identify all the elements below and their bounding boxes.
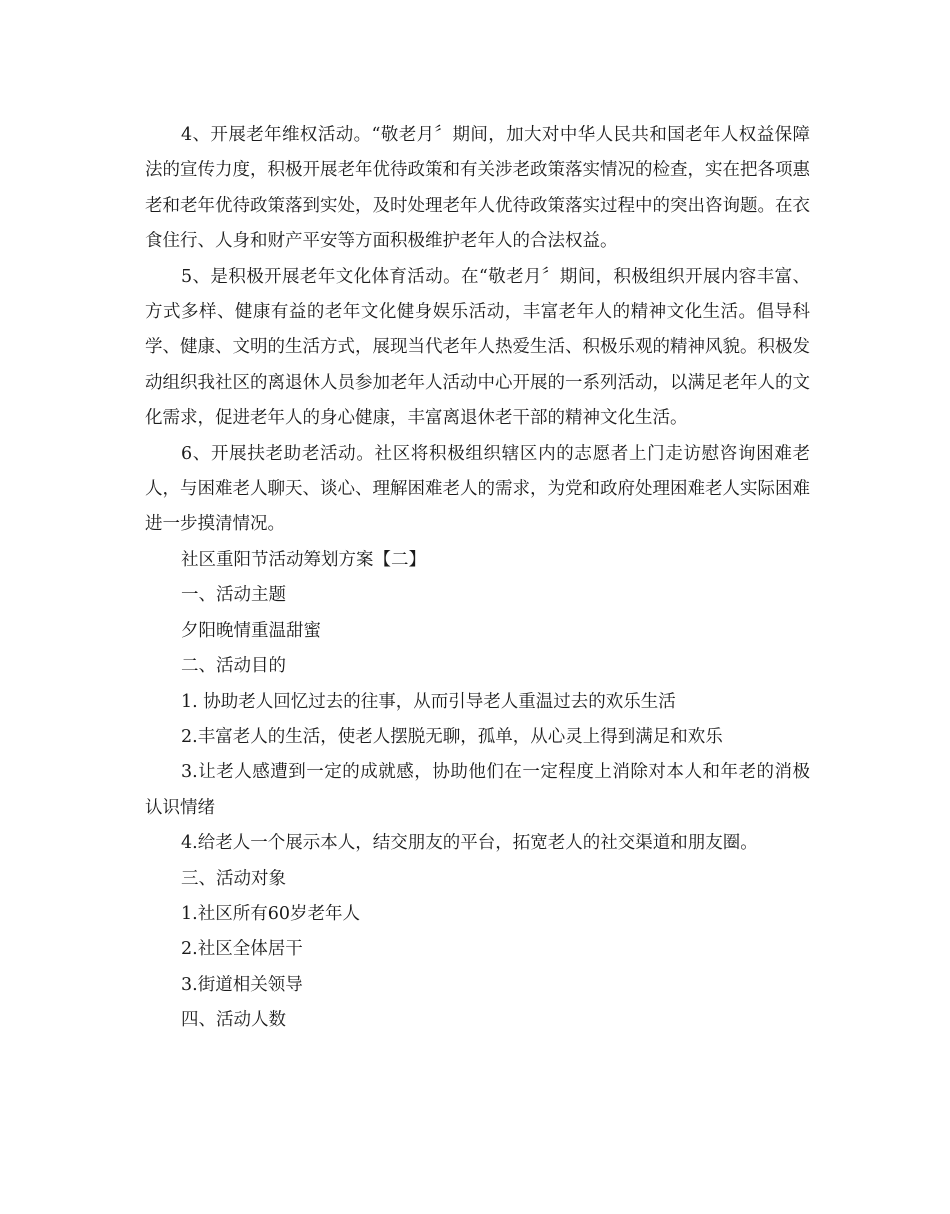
target-item: 1.社区所有60岁老年人 xyxy=(181,903,360,924)
purpose-item: 3.让老人感遭到一定的成就感，协助他们在一定程度上消除对本人和年老的消极认识情绪 xyxy=(145,762,810,818)
paragraph-elder-rights: 4、开展老年维权活动。“敬老月〞期间，加大对中华人民共和国老年人权益保障法的宣传力度，积极开展老年优待政策和有关涉老政策落实情况的检查，实在把各项惠老和老年优待政策落到实处，及时处理老年人优待政策落实过程中的突出咨询题。在衣食住行、人身和财产平安等方面积极维护老年人的合法权益。 xyxy=(145,125,810,252)
theme-text: 夕阳晚情重温甜蜜 xyxy=(181,620,321,641)
section-heading-headcount: 四、活动人数 xyxy=(181,1010,286,1031)
target-item: 2.社区全体居干 xyxy=(181,939,303,960)
section-heading-theme: 一、活动主题 xyxy=(181,585,286,606)
purpose-item: 4.给老人一个展示本人，结交朋友的平台，拓宽老人的社交渠道和朋友圈。 xyxy=(181,833,758,854)
purpose-item: 2.丰富老人的生活，使老人摆脱无聊，孤单，从心灵上得到满足和欢乐 xyxy=(181,726,723,747)
plan-title: 社区重阳节活动筹划方案【二】 xyxy=(181,549,426,570)
purpose-item: 1. 协助老人回忆过去的往事，从而引导老人重温过去的欢乐生活 xyxy=(181,691,676,712)
paragraph-culture-sports: 5、是积极开展老年文化体育活动。在“敬老月〞期间，积极组织开展内容丰富、方式多样、健康有益的老年文化健身娱乐活动，丰富老年人的精神文化生活。倡导科学、健康、文明的生活方式，展现当代老年人热爱生活、积极乐观的精神风貌。积极发动组织我社区的离退休人员参加老年人活动中心开展的一系列活动，以满足老年人的文化需求，促进老年人的身心健康，丰富离退休老干部的精神文化生活。 xyxy=(145,266,810,429)
document-body xyxy=(145,118,810,1039)
target-item: 3.街道相关领导 xyxy=(181,974,303,995)
section-heading-targets: 三、活动对象 xyxy=(181,868,286,889)
paragraph-helping-elders: 6、开展扶老助老活动。社区将积极组织辖区内的志愿者上门走访慰咨询困难老人，与困难老人聊天、谈心、理解困难老人的需求，为党和政府处理困难老人实际困难进一步摸清情况。 xyxy=(145,443,810,535)
section-heading-purpose: 二、活动目的 xyxy=(181,656,286,677)
